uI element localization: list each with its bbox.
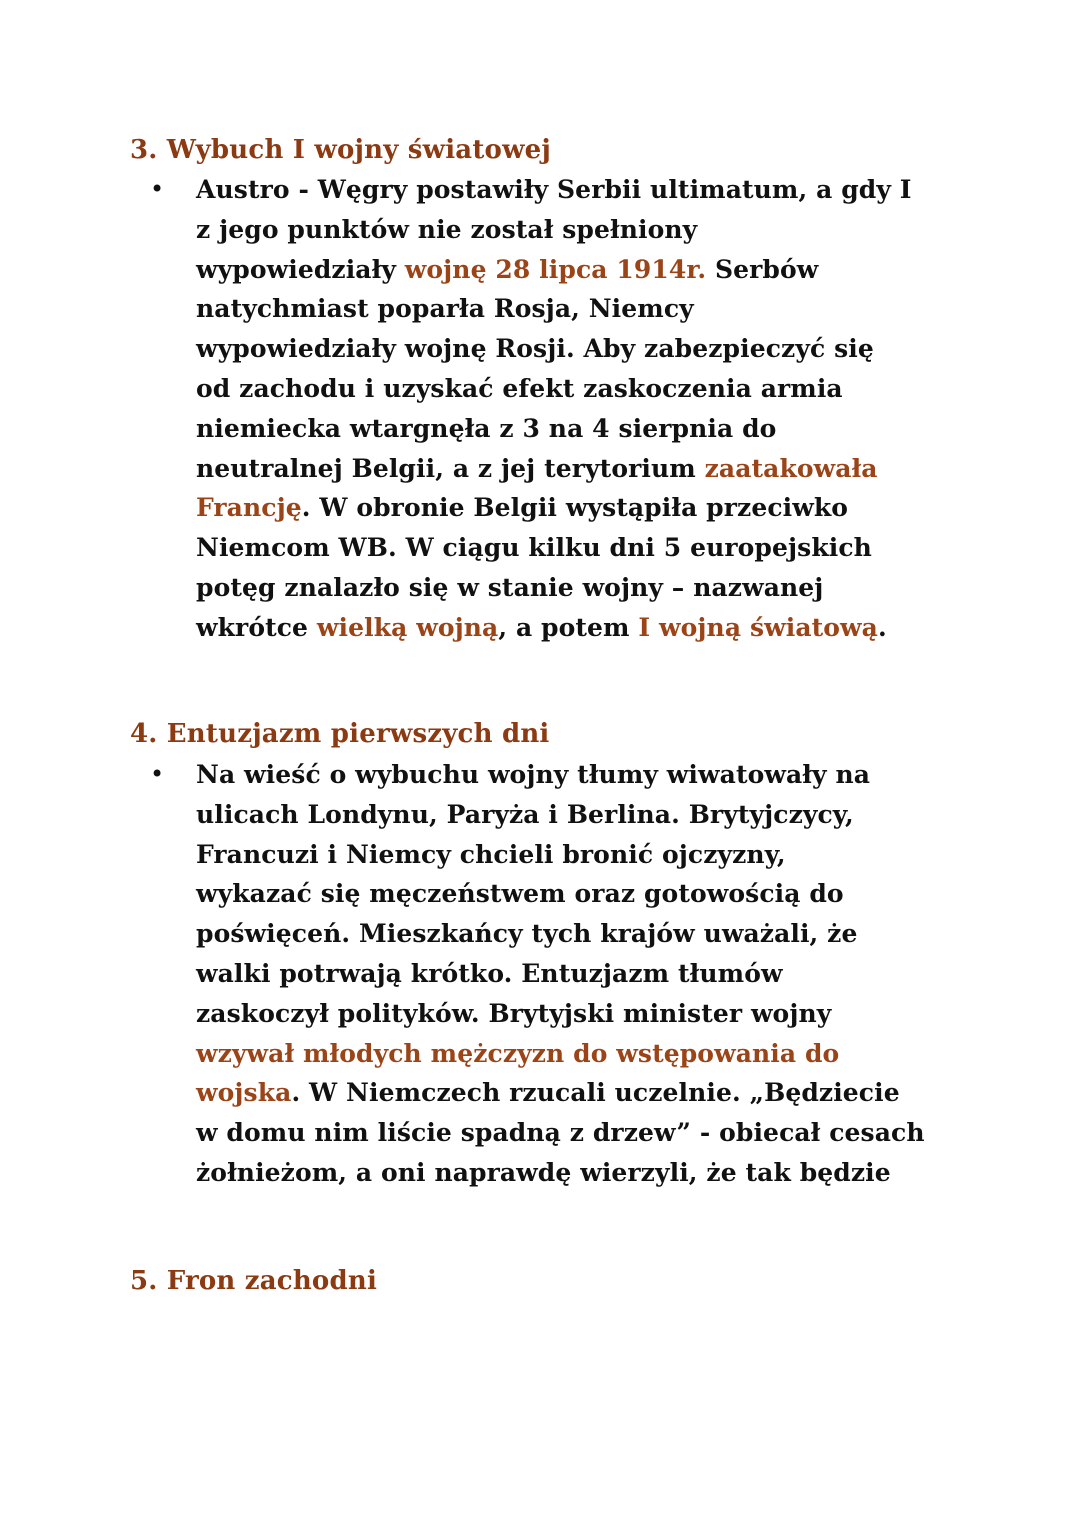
- text-run: , a potem: [498, 612, 639, 642]
- text-run: potęg znalazło się w stanie wojny – nazwanej: [196, 572, 824, 602]
- text-run: Niemcom WB. W ciągu kilku dni 5 europejskich: [196, 533, 872, 563]
- text-line: [196, 568, 966, 608]
- text-run: .: [877, 612, 887, 642]
- text-line: [196, 449, 966, 489]
- section-heading-3: 3. Wybuch I wojny światowej: [130, 135, 552, 165]
- text-run: w domu nim liście spadną z drzew” - obiecał cesach: [196, 1118, 925, 1148]
- text-run: poświęceń. Mieszkańcy tych krajów uważali, że: [196, 919, 858, 949]
- text-run: Francuzi i Niemcy chcieli bronić ojczyzny,: [196, 839, 786, 869]
- text-run: . W obronie Belgii wystąpiła przeciwko: [301, 493, 849, 523]
- text-line: [196, 170, 966, 210]
- text-run: wkrótce: [196, 612, 317, 642]
- highlighted-text: wzywał młodych mężczyzn do wstępowania do: [196, 1038, 840, 1068]
- text-line: [196, 210, 966, 250]
- text-run: Serbów: [706, 254, 819, 284]
- text-line: [196, 1153, 966, 1193]
- text-line: [196, 1113, 966, 1153]
- text-run: natychmiast poparła Rosja, Niemcy: [196, 294, 694, 324]
- highlighted-text: wojska: [196, 1078, 292, 1108]
- text-line: [196, 329, 966, 369]
- highlighted-text: wielką wojną: [316, 612, 499, 642]
- text-run: . W Niemczech rzucali uczelnie. „Będziecie: [291, 1078, 900, 1108]
- text-run: wypowiedziały wojnę Rosji. Aby zabezpieczyć się: [196, 334, 874, 364]
- text-line: [196, 409, 966, 449]
- text-line: [196, 795, 966, 835]
- text-line: [196, 954, 966, 994]
- text-line: [196, 250, 966, 290]
- highlighted-text: zaatakowała: [704, 453, 878, 483]
- highlighted-text: Francję: [196, 493, 302, 523]
- text-run: wykazać się męczeństwem oraz gotowością do: [196, 879, 844, 909]
- text-run: zaskoczył polityków. Brytyjski minister wojny: [196, 998, 832, 1028]
- section-heading-5: 5. Fron zachodni: [130, 1266, 378, 1296]
- text-line: [196, 289, 966, 329]
- highlighted-text: wojnę 28 lipca 1914r.: [404, 254, 707, 284]
- text-line: [196, 1073, 966, 1113]
- highlighted-text: I wojną światową: [638, 612, 878, 642]
- text-line: [196, 994, 966, 1034]
- text-run: z jego punktów nie został spełniony: [196, 214, 698, 244]
- text-line: [196, 608, 966, 648]
- text-line: [196, 914, 966, 954]
- text-run: żołnieżom, a oni naprawdę wierzyli, że tak będzie: [196, 1157, 891, 1187]
- text-run: Austro - Węgry postawiły Serbii ultimatum, a gdy I: [196, 175, 912, 204]
- text-line: [196, 755, 966, 795]
- text-line: [196, 874, 966, 914]
- text-run: od zachodu i uzyskać efekt zaskoczenia armia: [196, 373, 843, 403]
- text-line: [196, 369, 966, 409]
- text-line: [196, 835, 966, 875]
- text-run: neutralnej Belgii, a z jej terytorium: [196, 453, 705, 483]
- text-run: walki potrwają krótko. Entuzjazm tłumów: [196, 958, 783, 988]
- bullet-point: •: [150, 175, 165, 203]
- text-run: Na wieść o wybuchu wojny tłumy wiwatowały na: [196, 760, 871, 789]
- text-run: wypowiedziały: [196, 254, 405, 284]
- section-heading-4: 4. Entuzjazm pierwszych dni: [130, 719, 550, 749]
- text-line: [196, 528, 966, 568]
- text-run: niemiecka wtargnęła z 3 na 4 sierpnia do: [196, 413, 777, 443]
- section-paragraph-3: [196, 170, 966, 648]
- bullet-point: •: [150, 760, 165, 788]
- section-paragraph-4: [196, 755, 966, 1193]
- text-run: ulicach Londynu, Paryża i Berlina. Brytyjczycy,: [196, 799, 854, 829]
- text-line: [196, 1034, 966, 1074]
- text-line: [196, 488, 966, 528]
